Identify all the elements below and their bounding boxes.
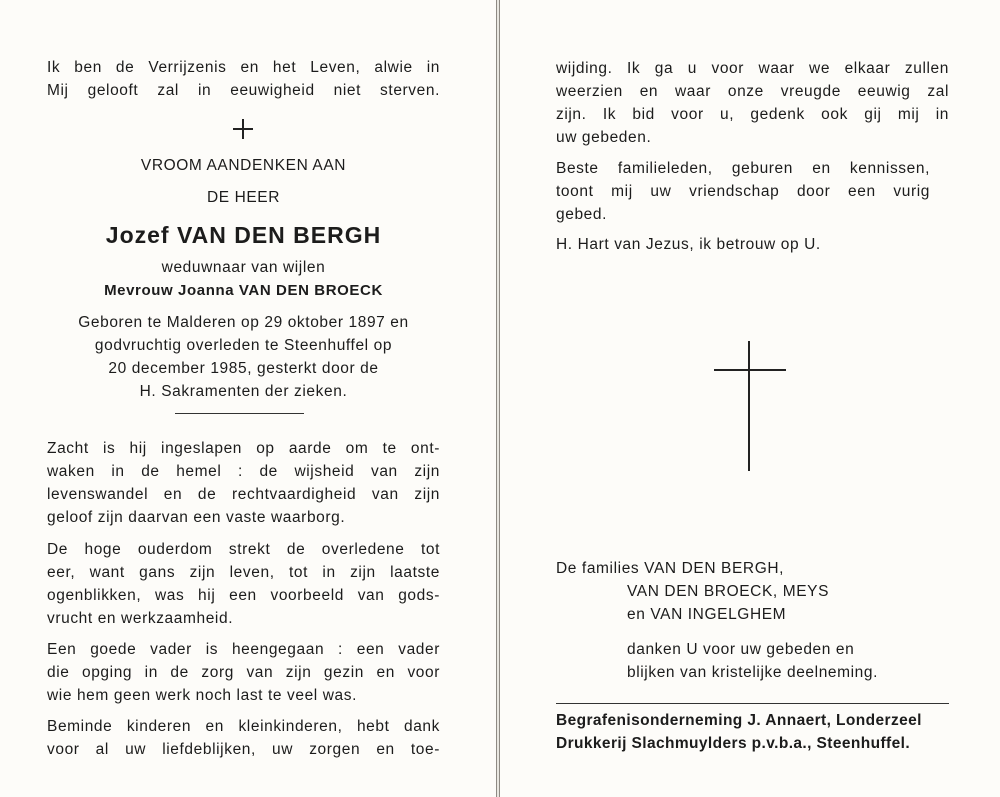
small-cross-icon: [233, 119, 253, 139]
birth-line: 20 december 1985, gesterkt door de: [108, 360, 379, 377]
text-line: Een goede vader is heengegaan : een vader: [47, 641, 440, 658]
text-line: Beminde kinderen en kleinkinderen, hebt dank: [47, 718, 440, 735]
text-line: toont mij uw vriendschap door een vurig: [556, 183, 930, 200]
large-cross-icon: [714, 341, 786, 471]
heading-vroom-aandenken: VROOM AANDENKEN AAN: [140, 157, 347, 174]
families-line: VAN DEN BROECK, MEYS: [627, 583, 830, 600]
text-line: eer, want gans zijn leven, tot in zijn laatste: [47, 564, 440, 581]
deceased-name: Jozef VAN DEN BERGH: [105, 222, 382, 248]
printer-line: Drukkerij Slachmuylders p.v.b.a., Steenhuffel.: [556, 735, 911, 752]
birth-line: Geboren te Malderen op 29 oktober 1897 en: [78, 314, 409, 331]
birth-line: H. Sakramenten der zieken.: [139, 383, 348, 400]
thanks-line: danken U voor uw gebeden en: [627, 641, 855, 658]
spouse-name: Mevrouw Joanna VAN DEN BROECK: [104, 282, 383, 299]
text-line: wie hem geen werk noch last te veel was.: [47, 687, 358, 704]
text-line: voor al uw liefdeblijken, uw zorgen en toe-: [47, 741, 440, 758]
text-line: Beste familieleden, geburen en kennissen,: [556, 160, 930, 177]
text-line: weerzien en waar onze vreugde eeuwig zal: [556, 83, 949, 100]
prayer-line: H. Hart van Jezus, ik betrouw op U.: [556, 236, 821, 253]
text-line: levenswandel en de rechtvaardigheid van zijn: [47, 486, 440, 503]
funeral-director-line: Begrafenisonderneming J. Annaert, Londerzeel: [556, 712, 922, 729]
thanks-line: blijken van kristelijke deelneming.: [627, 664, 879, 681]
families-line: en VAN INGELGHEM: [627, 606, 787, 623]
text-line: De hoge ouderdom strekt de overledene tot: [47, 541, 440, 558]
text-line: die opging in de zorg van zijn gezin en voor: [47, 664, 440, 681]
separator-line: [175, 413, 304, 414]
text-line: Zacht is hij ingeslapen op aarde om te ont-: [47, 440, 440, 457]
fold-edge-left: [496, 0, 497, 797]
text-line: gebed.: [556, 206, 608, 223]
text-line: vrucht en werkzaamheid.: [47, 610, 234, 627]
quote-line: Ik ben de Verrijzenis en het Leven, alwie in: [47, 59, 440, 76]
text-line: geloof zijn daarvan een vaste waarborg.: [47, 509, 346, 526]
birth-line: godvruchtig overleden te Steenhuffel op: [94, 337, 393, 354]
separator-line: [556, 703, 949, 704]
fold-edge-right: [499, 0, 500, 797]
quote-line: Mij gelooft zal in eeuwigheid niet sterven.: [47, 82, 440, 99]
heading-de-heer: DE HEER: [206, 189, 281, 206]
text-line: zijn. Ik bid voor u, gedenk ook gij mij in: [556, 106, 949, 123]
widower-line: weduwnaar van wijlen: [161, 259, 326, 276]
families-line: De families VAN DEN BERGH,: [556, 560, 785, 577]
text-line: ogenblikken, was hij een voorbeeld van gods-: [47, 587, 440, 604]
text-line: uw gebeden.: [556, 129, 652, 146]
text-line: waken in de hemel : de wijsheid van zijn: [47, 463, 440, 480]
text-line: wijding. Ik ga u voor waar we elkaar zullen: [556, 60, 949, 77]
